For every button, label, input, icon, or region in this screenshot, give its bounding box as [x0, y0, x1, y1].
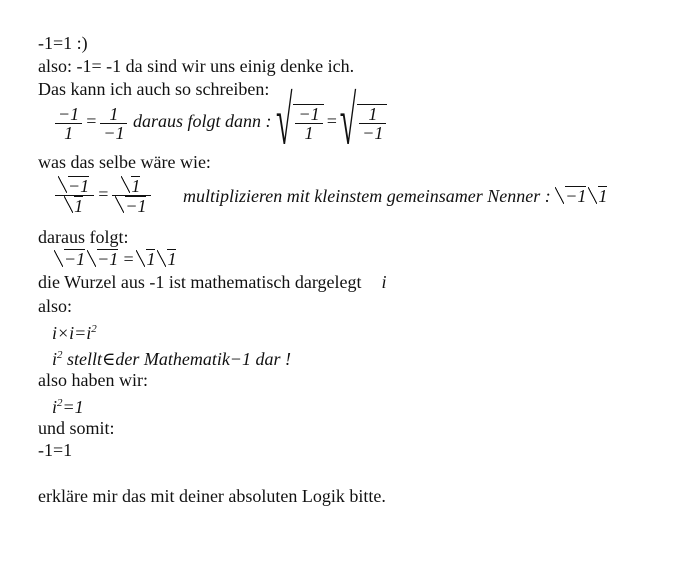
- equation-i-squared-one: $i^2=1$: [52, 397, 84, 417]
- equation-row-fractions: $\frac{-1}{1}$ = $\frac{1}{-1}$ daraus folgt dann : √ $\frac{-1}{1}$ =√ $\frac{1}{-1}$: [54, 104, 387, 142]
- line-1: -1=1 :): [38, 33, 88, 53]
- line-2: also: -1= -1 da sind wir uns einig denke ich.: [38, 56, 355, 76]
- sqrt: √ $\frac{1}{-1}$: [340, 104, 388, 142]
- equation-row-roots: −1 −1 = 1 1: [54, 249, 178, 269]
- line-9: die Wurzel aus -1 ist mathematisch dargelegt i: [38, 272, 387, 292]
- line-10: also:: [38, 296, 72, 316]
- math-text: daraus folgt dann :: [132, 111, 272, 132]
- fraction: $\frac{1}{-1}$: [112, 176, 151, 215]
- line-3: Das kann ich auch so schreiben:: [38, 79, 270, 99]
- line-16: -1=1: [38, 440, 73, 460]
- line-5: was das selbe wäre wie:: [38, 152, 211, 172]
- line-17: erkläre mir das mit deiner absoluten Logik bitte.: [38, 486, 386, 506]
- equation-i-squared-statement: $i^2$ stellt∈der Mathematik−1 dar !: [52, 349, 291, 369]
- equation-i-times-i: $i\times i=i^2$: [52, 323, 97, 343]
- equation-row-root-fractions: $\frac{-1}{1}$ = $\frac{1}{-1}$ multiplizieren mit kleinstem gemeinsamer Nenner : −1 1: [54, 176, 609, 215]
- sqrt: √ $\frac{-1}{1}$: [276, 104, 324, 142]
- fraction: $\frac{-1}{1}$: [55, 176, 94, 215]
- line-13: also haben wir:: [38, 370, 148, 390]
- fraction: $\frac{-1}{1}$: [55, 105, 82, 142]
- math-text: multiplizieren mit kleinstem gemeinsamer Nenner :: [182, 185, 551, 206]
- line-7: daraus folgt:: [38, 227, 129, 247]
- line-15: und somit:: [38, 418, 115, 438]
- fraction: $\frac{1}{-1}$: [100, 105, 127, 142]
